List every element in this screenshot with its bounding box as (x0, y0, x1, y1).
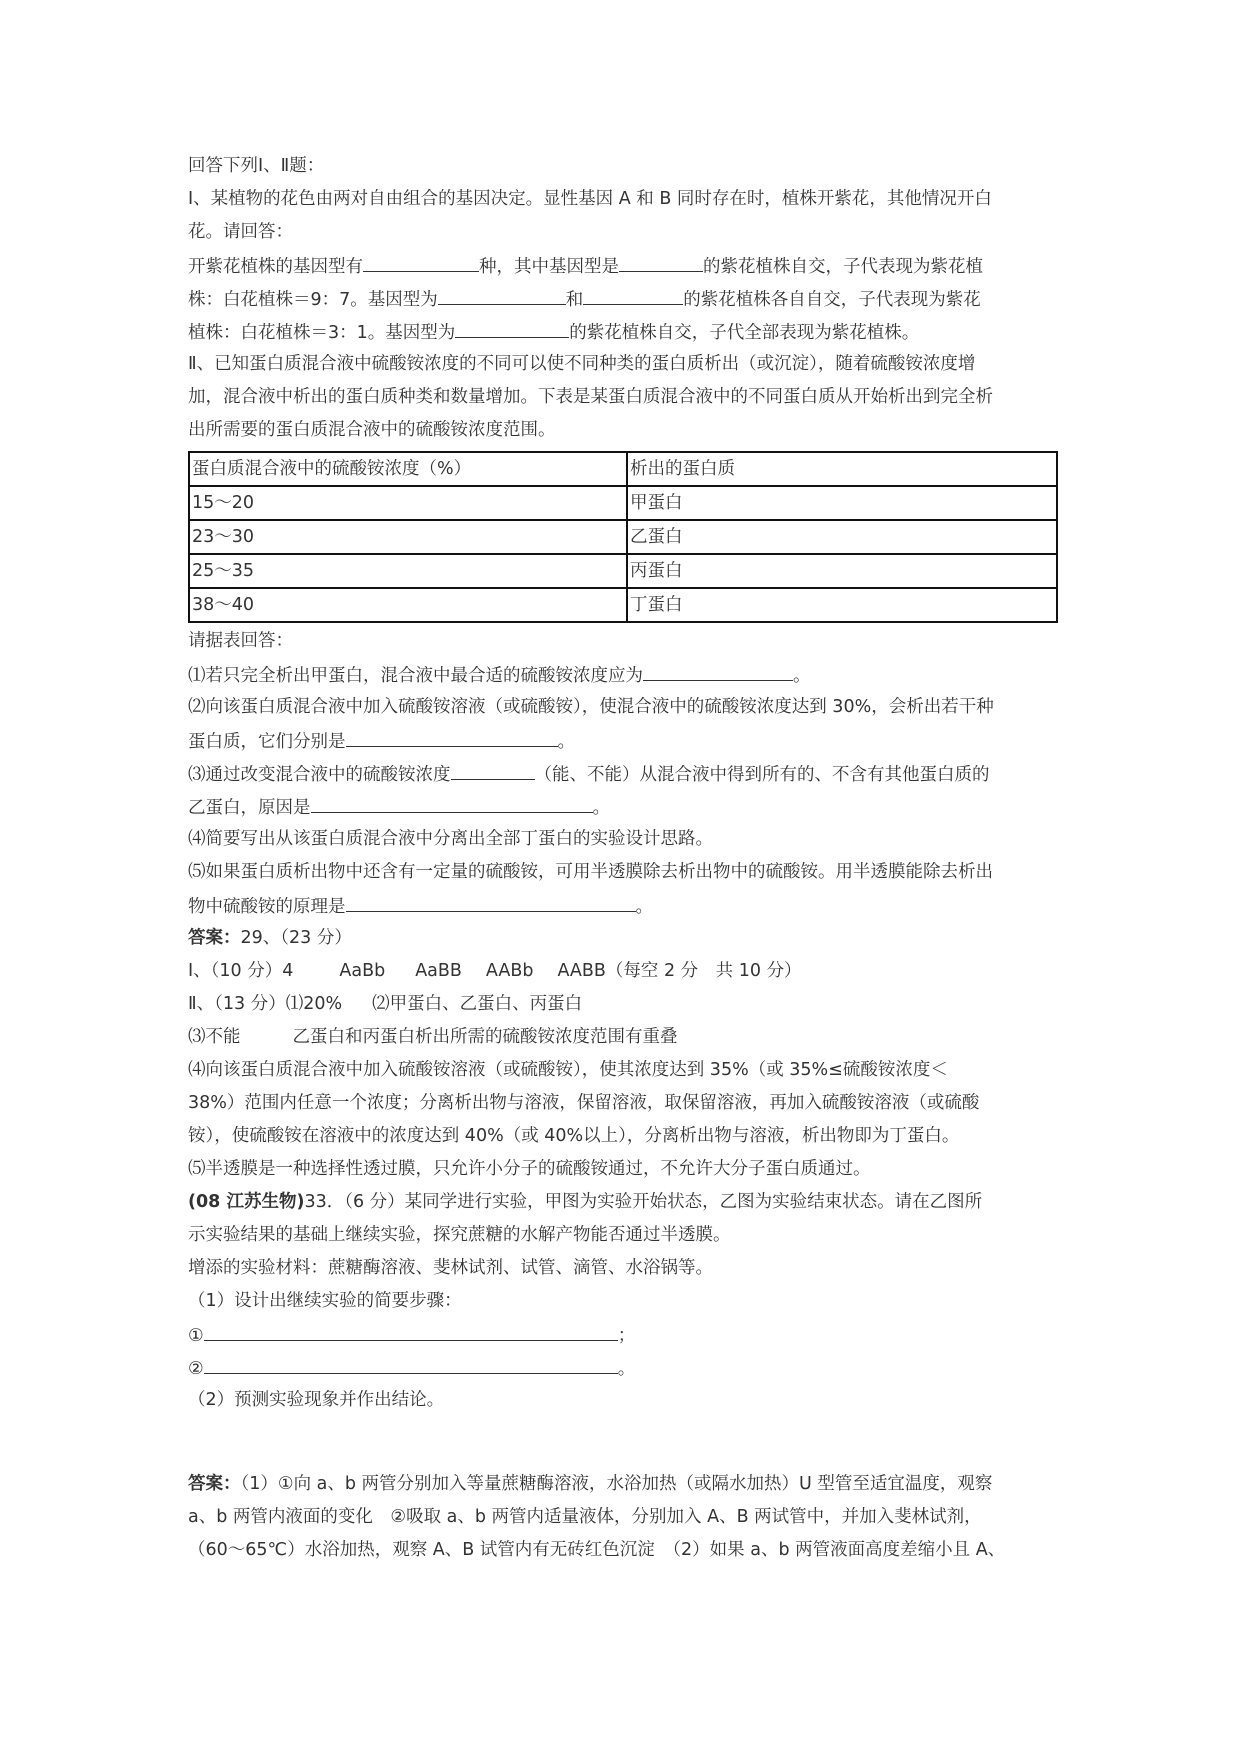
answer-blank[interactable] (455, 315, 569, 338)
sub-question-5: ⑸如果蛋白质析出物中还含有一定量的硫酸铵，可用半透膜除去析出物中的硫酸铵。用半透膜能除去析出 (188, 862, 993, 882)
sub-question-4: ⑷简要写出从该蛋白质混合液中分离出全部丁蛋白的实验设计思路。 (188, 829, 713, 849)
table-row (189, 486, 1057, 520)
sub-question-1: ⑴若只完全析出甲蛋白，混合液中最合适的硫酸铵浓度应为 。 (188, 658, 1058, 691)
answer-33-end: （60～65℃）水浴加热，观察 A、B 试管内有无砖红色沉淀 （2）如果 a、b 两管液面高度差缩小且 A、 (188, 1540, 1006, 1560)
answer-blank[interactable] (363, 249, 479, 272)
sub-question-2: ⑵向该蛋白质混合液中加入硫酸铵溶液（或硫酸铵），使混合液中的硫酸铵浓度达到 30%，会析出若干种 (188, 697, 994, 717)
answer-part-five: ⑸半透膜是一种选择性透过膜，只允许小分子的硫酸铵通过，不允许大分子蛋白质通过。 (188, 1159, 871, 1179)
answer-part-three: ⑶不能 乙蛋白和丙蛋白析出所需的硫酸铵浓度范围有重叠 (188, 1027, 678, 1047)
predict-prompt: （2）预测实验现象并作出结论。 (188, 1390, 445, 1410)
answer-blank[interactable] (438, 282, 566, 305)
part-two-text-end: 出所需要的蛋白质混合液中的硫酸铵浓度范围。 (188, 420, 556, 440)
part-one-text-cont: 花。请回答： (188, 222, 293, 242)
concentration-table (188, 451, 1058, 623)
fill-line-3: 植株：白花植株＝3：1。基因型为 的紫花植株自交，子代全部表现为紫花植株。 (188, 315, 1058, 348)
sub-question-3-cont: 乙蛋白，原因是 。 (188, 790, 1058, 823)
answer-33-cont: a、b 两管内液面的变化 ②吸取 a、b 两管内适量液体，分别加入 A、B 两试管中，并加入斐林试剂， (188, 1507, 982, 1527)
sub-question-5-cont: 物中硫酸铵的原理是 。 (188, 889, 1058, 922)
table-header-row (189, 452, 1057, 486)
spacer (188, 1417, 1058, 1468)
answer-blank[interactable] (583, 282, 683, 305)
answer-part-two: Ⅱ、（13 分）⑴20% ⑵甲蛋白、乙蛋白、丙蛋白 (188, 994, 583, 1014)
answer-blank[interactable] (346, 724, 558, 747)
table-cell: 23～30 (189, 520, 627, 554)
sub-question-3: ⑶通过改变混合液中的硫酸铵浓度 （能、不能）从混合液中得到所有的、不含有其他蛋白质的 (188, 757, 1058, 790)
fill-line-1: 开紫花植株的基因型有 种，其中基因型是 的紫花植株自交，子代表现为紫花植 (188, 249, 1058, 282)
table-cell: 乙蛋白 (627, 520, 1057, 554)
part-two-text-cont: 加，混合液中析出的蛋白质种类和数量增加。下表是某蛋白质混合液中的不同蛋白质从开始析出到完全析 (188, 387, 993, 407)
answer-part-one: Ⅰ、（10 分）4 AaBb AaBB AABb AABB（每空 2 分 共 10 分） (188, 961, 802, 981)
table-cell: 丁蛋白 (627, 588, 1057, 622)
answer-blank[interactable] (619, 249, 703, 272)
table-cell: 丙蛋白 (627, 554, 1057, 588)
step-prompt: （1）设计出继续实验的简要步骤： (188, 1291, 462, 1311)
table-header-cell: 蛋白质混合液中的硫酸铵浓度（%） (189, 452, 627, 486)
table-cell: 25～35 (189, 554, 627, 588)
table-questions-intro: 请据表回答： (188, 631, 293, 651)
materials-line: 增添的实验材料：蔗糖酶溶液、斐林试剂、试管、滴管、水浴锅等。 (188, 1258, 713, 1278)
answer-heading: 答案：29、（23 分） (188, 928, 352, 948)
question-intro: 回答下列Ⅰ、Ⅱ题： (188, 156, 325, 176)
answer-blank[interactable] (311, 790, 593, 813)
question-33: (08 江苏生物)33．（6 分）某同学进行实验，甲图为实验开始状态，乙图为实验结束状态。请在乙图所 (188, 1192, 983, 1212)
answer-part-four: ⑷向该蛋白质混合液中加入硫酸铵溶液（或硫酸铵），使其浓度达到 35%（或 35%≤硫酸铵浓度＜ (188, 1060, 948, 1080)
part-one-text: Ⅰ、某植物的花色由两对自由组合的基因决定。显性基因 A 和 B 同时存在时，植株开紫花，其他情况开白 (188, 189, 992, 209)
document-page (188, 150, 1058, 1567)
answer-blank[interactable] (451, 757, 535, 780)
answer-blank[interactable] (204, 1318, 618, 1341)
table-cell: 38～40 (189, 588, 627, 622)
answer-blank[interactable] (204, 1351, 618, 1374)
question-source: (08 江苏生物) (188, 1192, 305, 1212)
answer-part-four-end: 铵），使硫酸铵在溶液中的浓度达到 40%（或 40%以上），分离析出物与溶液，析出物即为丁蛋白。 (188, 1126, 960, 1146)
answer-33: 答案：（1）①向 a、b 两管分别加入等量蔗糖酶溶液，水浴加热（或隔水加热）U 型管至适宜温度，观察 (188, 1474, 993, 1494)
table-cell: 甲蛋白 (627, 486, 1057, 520)
step-2-line: ② 。 (188, 1351, 1058, 1384)
answer-part-four-cont: 38%）范围内任意一个浓度；分离析出物与溶液，保留溶液，取保留溶液，再加入硫酸铵溶液（或硫酸 (188, 1093, 980, 1113)
question-33-cont: 示实验结果的基础上继续实验，探究蔗糖的水解产物能否通过半透膜。 (188, 1225, 731, 1245)
answer-blank[interactable] (346, 889, 636, 912)
answer-blank[interactable] (643, 658, 793, 681)
sub-question-2-cont: 蛋白质，它们分别是 。 (188, 724, 1058, 757)
table-row (189, 588, 1057, 622)
table-row (189, 554, 1057, 588)
table-row (189, 520, 1057, 554)
step-1-line: ① ； (188, 1318, 1058, 1351)
fill-line-2: 株：白花植株＝9：7。基因型为 和 的紫花植株各自自交，子代表现为紫花 (188, 282, 1058, 315)
table-header-cell: 析出的蛋白质 (627, 452, 1057, 486)
table-cell: 15～20 (189, 486, 627, 520)
part-two-text: Ⅱ、已知蛋白质混合液中硫酸铵浓度的不同可以使不同种类的蛋白质析出（或沉淀），随着硫酸铵浓度增 (188, 354, 976, 374)
